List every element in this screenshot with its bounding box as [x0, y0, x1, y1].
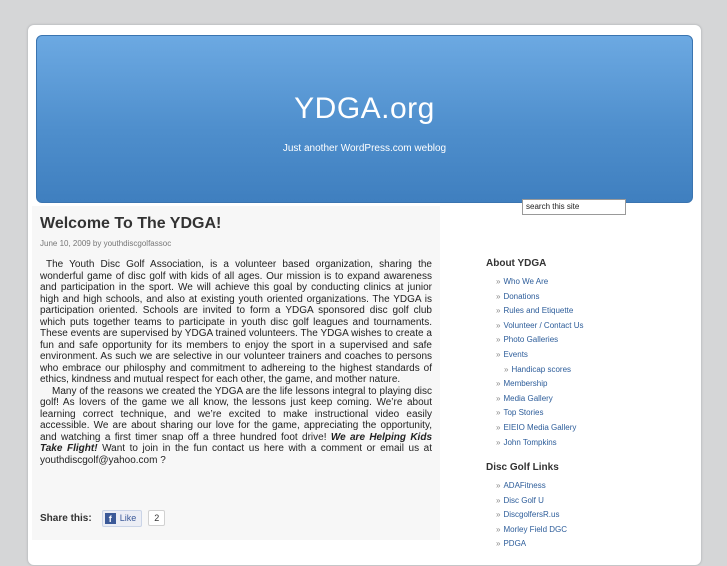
raquo-icon: »: [496, 437, 501, 447]
raquo-icon: »: [496, 495, 501, 505]
links-widget-title: Disc Golf Links: [486, 462, 559, 473]
post-paragraph-text: The Youth Disc Golf Association, is a volunteer based organization, sharing the wonderful game of disc golf with kids of all ages. Our mission is to expand awareness and participation in the sport. We will achieve this goal by conducting clinics at junior high and high schools, and also at existing youth oriented organizations. The YDGA is participation oriented. Schools are invited to form a YDGA sponsored disc golf club which puts together teams to participate in youth disc golf leagues and tournaments. These events are supervised by YDGA trained volunteers. The YDGA wishes to create a fun and safe opportunity for its members to enjoy the sport in a supervised and safe environment. As such we are selective in our volunteer trainers and coaches to persons who embrace our philosphy and commitment to adhereing to the highest standards of ethics, kindness and mutual respect for each other, the game, and mother nature.: [40, 259, 432, 385]
like-label: Like: [119, 513, 137, 523]
about-item[interactable]: [496, 290, 584, 305]
raquo-icon: »: [496, 379, 501, 389]
links-item[interactable]: [496, 523, 567, 538]
raquo-icon: »: [496, 306, 501, 316]
share-row: [40, 508, 165, 528]
raquo-icon: »: [496, 393, 501, 403]
links-link[interactable]: Morley Field DGC: [503, 524, 568, 534]
search-input[interactable]: [522, 199, 626, 215]
post-meta: June 10, 2009 by youthdiscgolfassoc: [40, 239, 172, 248]
about-link[interactable]: John Tompkins: [503, 437, 557, 447]
links-link[interactable]: ADAFitness: [503, 481, 546, 490]
about-list: [496, 275, 584, 450]
about-item[interactable]: [496, 348, 584, 363]
raquo-icon: »: [496, 408, 501, 418]
links-link[interactable]: Disc Golf U: [503, 495, 544, 505]
raquo-icon: »: [496, 422, 501, 432]
about-item[interactable]: [496, 377, 584, 392]
about-link[interactable]: Media Gallery: [503, 393, 553, 403]
raquo-icon: »: [496, 510, 501, 520]
raquo-icon: »: [496, 524, 501, 534]
about-widget-title: About YDGA: [486, 258, 547, 269]
links-link[interactable]: DiscgolfersR.us: [503, 510, 560, 520]
about-item[interactable]: [496, 333, 584, 348]
about-item[interactable]: [496, 421, 584, 436]
post-emphasis: We are Helping Kids Take Flight!: [40, 431, 433, 454]
post-title[interactable]: Welcome To The YDGA!: [40, 215, 222, 232]
like-count: 2: [148, 510, 165, 526]
post-content: [32, 206, 440, 540]
raquo-icon: »: [504, 364, 509, 374]
facebook-like-button[interactable]: [102, 510, 143, 527]
about-link[interactable]: Who We Are: [503, 277, 549, 286]
about-link[interactable]: Handicap scores: [511, 364, 572, 374]
about-link[interactable]: Events: [503, 349, 528, 359]
post-paragraph-text: Many of the reasons we created the YDGA are the life lessons integral to playing disc golf! As lovers of the game we all know, the lessons just keep coming. We’re about learning correct technique, and we’re excited to make instructional video easily accessible. We are about sharing our love for the game, appreciating the opportunity, and watching a first timer snap off a three hundred foot drive!: [40, 385, 432, 443]
about-link[interactable]: Volunteer / Contact Us: [503, 320, 584, 330]
facebook-icon: f: [105, 513, 116, 524]
about-item[interactable]: [496, 319, 584, 334]
about-link[interactable]: Donations: [503, 291, 540, 301]
about-item[interactable]: [496, 436, 584, 451]
site-title[interactable]: YDGA.org: [294, 92, 435, 125]
about-link[interactable]: Membership: [503, 379, 548, 389]
links-list: [496, 479, 567, 552]
share-label: Share this:: [40, 512, 92, 524]
about-item[interactable]: [496, 406, 584, 421]
about-item[interactable]: [496, 304, 584, 319]
raquo-icon: »: [496, 481, 501, 490]
raquo-icon: »: [496, 277, 501, 286]
site-header: [36, 35, 693, 203]
about-item[interactable]: [496, 392, 584, 407]
post-body: [40, 259, 432, 466]
raquo-icon: »: [496, 349, 501, 359]
about-link[interactable]: EIEIO Media Gallery: [503, 422, 577, 432]
about-link[interactable]: Top Stories: [503, 408, 544, 418]
about-item[interactable]: [496, 275, 584, 290]
raquo-icon: »: [496, 320, 501, 330]
links-item[interactable]: [496, 508, 567, 523]
post-paragraph: [40, 259, 432, 466]
raquo-icon: »: [496, 539, 501, 549]
links-item[interactable]: [496, 494, 567, 509]
post-paragraph-text: Want to join in the fun contact us here with a comment or email us at youthdiscgolf@yahoo.com ?: [40, 443, 432, 466]
links-item[interactable]: [496, 479, 567, 494]
about-item[interactable]: [496, 363, 584, 378]
raquo-icon: »: [496, 291, 501, 301]
about-link[interactable]: Photo Galleries: [503, 335, 559, 345]
site-description: Just another WordPress.com weblog: [282, 143, 447, 154]
links-link[interactable]: PDGA: [503, 539, 527, 549]
raquo-icon: »: [496, 335, 501, 345]
about-link[interactable]: Rules and Etiquette: [503, 306, 574, 316]
